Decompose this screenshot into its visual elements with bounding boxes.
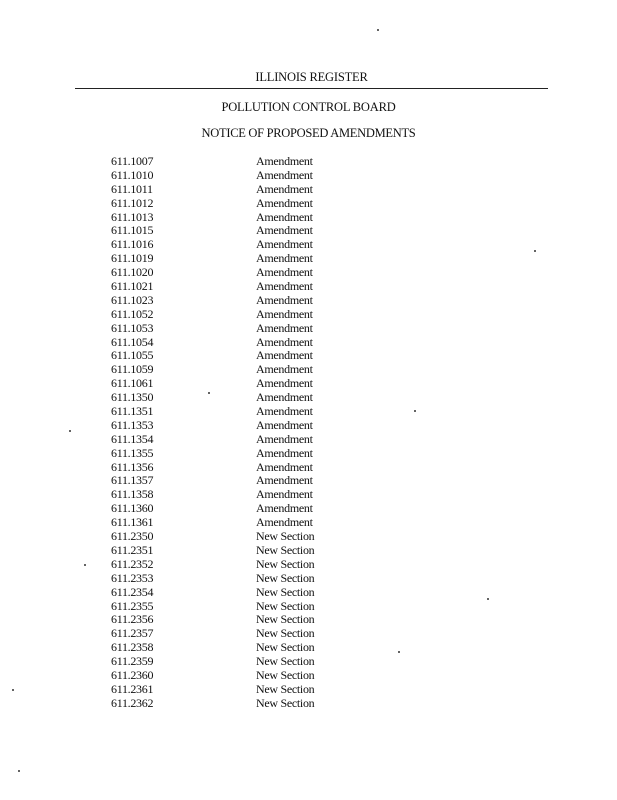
section-action: New Section	[256, 626, 315, 641]
section-action: New Section	[256, 570, 315, 585]
section-action: New Section	[256, 584, 315, 599]
section-number: 611.1355	[111, 445, 154, 460]
section-number: 611.1351	[111, 404, 154, 419]
section-action: Amendment	[256, 376, 313, 391]
section-action: Amendment	[256, 431, 313, 446]
section-row	[111, 433, 371, 447]
notice-title: NOTICE OF PROPOSED AMENDMENTS	[201, 126, 416, 140]
section-number: 611.1016	[111, 237, 154, 252]
section-number: 611.1360	[111, 501, 154, 516]
section-action: New Section	[256, 556, 315, 571]
section-number: 611.1055	[111, 348, 154, 363]
section-row	[111, 627, 371, 641]
section-number: 611.2354	[111, 584, 154, 599]
section-action: New Section	[256, 695, 315, 710]
section-row	[111, 641, 371, 655]
section-action: Amendment	[256, 515, 313, 530]
section-action: Amendment	[256, 320, 313, 335]
section-number: 611.1015	[111, 223, 154, 238]
register-header	[75, 70, 548, 89]
section-action: New Section	[256, 598, 315, 613]
board-name: POLLUTION CONTROL BOARD	[221, 100, 396, 114]
section-number: 611.1011	[111, 181, 153, 196]
section-row	[111, 683, 371, 697]
section-number: 611.2351	[111, 542, 154, 557]
section-number: 611.1013	[111, 209, 154, 224]
section-number: 611.2360	[111, 667, 154, 682]
section-number: 611.1019	[111, 251, 154, 266]
section-number: 611.1023	[111, 292, 154, 307]
section-number: 611.1357	[111, 473, 154, 488]
section-action: Amendment	[256, 459, 313, 474]
section-row	[111, 530, 371, 544]
section-row	[111, 336, 371, 350]
section-action: Amendment	[256, 181, 313, 196]
section-number: 611.1361	[111, 515, 154, 530]
section-action: New Section	[256, 542, 315, 557]
section-action: New Section	[256, 667, 315, 682]
section-row	[111, 294, 371, 308]
section-number: 611.2361	[111, 681, 154, 696]
section-action: Amendment	[256, 237, 313, 252]
section-row	[111, 697, 371, 711]
section-row	[111, 349, 371, 363]
section-action: Amendment	[256, 292, 313, 307]
section-action: Amendment	[256, 362, 313, 377]
section-number: 611.2358	[111, 640, 154, 655]
section-number: 611.1053	[111, 320, 154, 335]
section-row	[111, 516, 371, 530]
section-number: 611.2357	[111, 626, 154, 641]
scan-speck	[377, 29, 379, 31]
section-row	[111, 322, 371, 336]
section-action: Amendment	[256, 348, 313, 363]
section-row	[111, 502, 371, 516]
section-row	[111, 613, 371, 627]
section-number: 611.2353	[111, 570, 154, 585]
section-number: 611.2362	[111, 695, 154, 710]
scan-speck	[18, 770, 20, 772]
section-action: Amendment	[256, 209, 313, 224]
section-number: 611.1052	[111, 306, 154, 321]
section-action: Amendment	[256, 334, 313, 349]
section-row	[111, 419, 371, 433]
scan-speck	[69, 430, 71, 432]
section-number: 611.1007	[111, 154, 154, 168]
scan-speck	[84, 564, 86, 566]
section-number: 611.1350	[111, 390, 154, 405]
section-row	[111, 544, 371, 558]
section-number: 611.1010	[111, 167, 154, 182]
section-number: 611.1353	[111, 417, 154, 432]
section-number: 611.2359	[111, 654, 154, 669]
section-action: Amendment	[256, 223, 313, 238]
section-row	[111, 474, 371, 488]
section-number: 611.1021	[111, 279, 154, 294]
section-action: Amendment	[256, 279, 313, 294]
section-number: 611.2356	[111, 612, 154, 627]
section-number: 611.1059	[111, 362, 154, 377]
section-number: 611.1356	[111, 459, 154, 474]
section-action: Amendment	[256, 417, 313, 432]
section-action: Amendment	[256, 306, 313, 321]
section-action: Amendment	[256, 195, 313, 210]
section-number: 611.2352	[111, 556, 154, 571]
section-action: New Section	[256, 529, 315, 544]
section-action: Amendment	[256, 473, 313, 488]
section-row	[111, 238, 371, 252]
section-row	[111, 377, 371, 391]
section-number: 611.2350	[111, 529, 154, 544]
section-row	[111, 183, 371, 197]
section-action: Amendment	[256, 501, 313, 516]
section-action: Amendment	[256, 390, 313, 405]
section-row	[111, 197, 371, 211]
section-row	[111, 488, 371, 502]
section-row	[111, 391, 371, 405]
section-number: 611.1020	[111, 265, 154, 280]
section-action: Amendment	[256, 487, 313, 502]
section-number: 611.1358	[111, 487, 154, 502]
scan-speck	[12, 689, 14, 691]
section-row	[111, 308, 371, 322]
section-row	[111, 558, 371, 572]
scan-speck	[398, 651, 400, 653]
section-action: Amendment	[256, 251, 313, 266]
section-number: 611.1354	[111, 431, 154, 446]
section-row	[111, 363, 371, 377]
section-number: 611.1054	[111, 334, 154, 349]
section-number: 611.1012	[111, 195, 154, 210]
section-row	[111, 586, 371, 600]
section-action: New Section	[256, 612, 315, 627]
section-action: Amendment	[256, 445, 313, 460]
sections-list	[111, 155, 371, 711]
section-action: New Section	[256, 681, 315, 696]
section-number: 611.2355	[111, 598, 154, 613]
section-row	[111, 405, 371, 419]
section-row	[111, 155, 371, 169]
section-action: New Section	[256, 654, 315, 669]
section-row	[111, 252, 371, 266]
scan-speck	[487, 598, 489, 600]
section-row	[111, 169, 371, 183]
scan-speck	[534, 250, 536, 252]
section-row	[111, 572, 371, 586]
section-row	[111, 669, 371, 683]
section-row	[111, 224, 371, 238]
scan-speck	[208, 392, 210, 394]
section-number: 611.1061	[111, 376, 154, 391]
section-row	[111, 655, 371, 669]
section-row	[111, 600, 371, 614]
register-title: ILLINOIS REGISTER	[255, 70, 368, 84]
section-action: New Section	[256, 640, 315, 655]
scan-speck	[414, 410, 416, 412]
section-action: Amendment	[256, 154, 313, 168]
section-action: Amendment	[256, 167, 313, 182]
section-row	[111, 211, 371, 225]
section-action: Amendment	[256, 265, 313, 280]
section-action: Amendment	[256, 404, 313, 419]
section-row	[111, 266, 371, 280]
section-row	[111, 461, 371, 475]
section-row	[111, 280, 371, 294]
section-row	[111, 447, 371, 461]
